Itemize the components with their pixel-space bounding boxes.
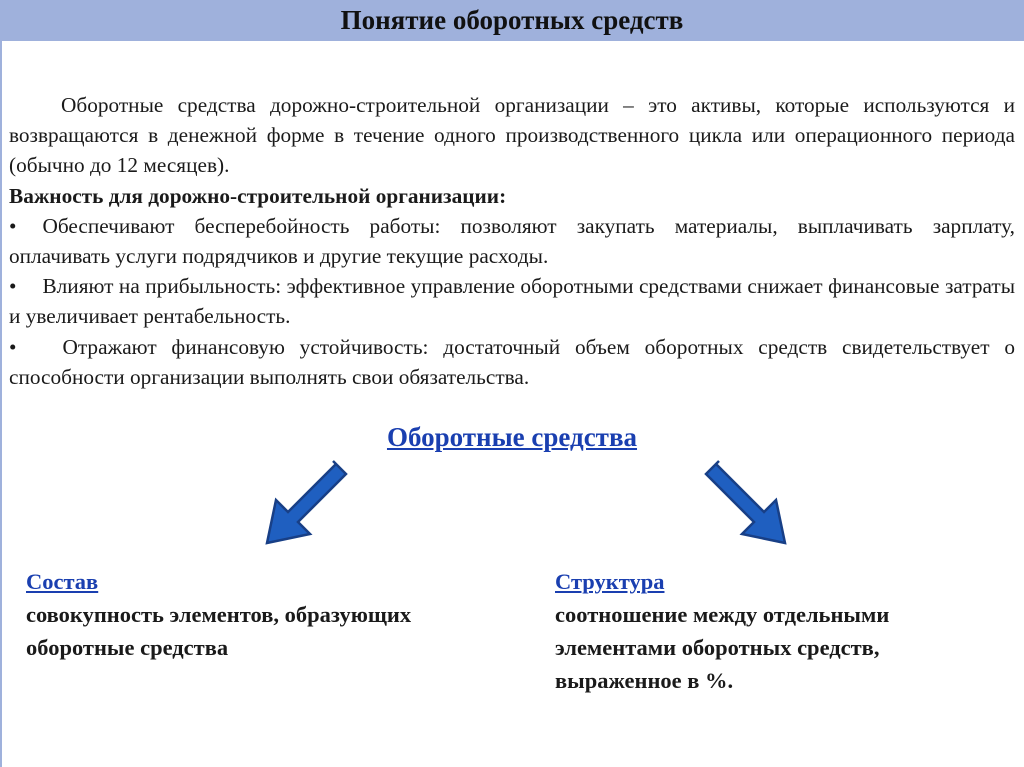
- diagram-center-label: [0, 422, 1024, 453]
- bullet-text-2: Влияют на прибыльность: эффективное управление оборотными средствами снижает финансовые затраты и увеличивает рентабельность.: [9, 274, 1015, 329]
- diagram-center-label-text: Оборотные средства: [386, 422, 638, 452]
- composition-block: [26, 565, 486, 664]
- bullet-marker: •: [9, 334, 17, 359]
- structure-block: [555, 565, 985, 697]
- bullet-text-3: Отражают финансовую устойчивость: достаточный объем оборотных средств свидетельствует о способности организации выполнять свои обязательства.: [9, 334, 1015, 389]
- bullet-text-1: Обеспечивают бесперебойность работы: позволяют закупать материалы, выплачивать зарплату, оплачивать услуги подрядчиков и другие текущие расходы.: [9, 213, 1015, 269]
- bullet-item-1: [9, 211, 1015, 271]
- composition-description: совокупность элементов, образующих оборотные средства: [26, 602, 412, 660]
- bullet-marker: •: [9, 274, 17, 299]
- structure-description: соотношение между отдельными элементами оборотных средств, выраженное в %.: [555, 602, 890, 693]
- composition-term: Состав: [26, 569, 99, 594]
- slide-title-bar: [0, 0, 1024, 41]
- arrow-down-right-shape: [706, 461, 785, 543]
- definition-paragraph: Оборотные средства дорожно-строительной организации – это активы, которые используются и возвращаются в денежной форме в течение одного производственного цикла или операционного периода (обычно до 12 месяцев).: [9, 93, 1015, 178]
- bullet-marker: •: [9, 213, 17, 238]
- arrow-down-right-icon: [700, 458, 790, 548]
- bullet-item-2: [9, 271, 1015, 331]
- arrow-down-left-shape: [267, 461, 346, 543]
- arrow-down-left-icon: [262, 458, 352, 548]
- slide-title: Понятие оборотных средств: [340, 5, 684, 35]
- structure-term: Структура: [555, 569, 665, 594]
- bullet-item-3: [9, 332, 1015, 392]
- body-text: [9, 90, 1015, 392]
- importance-heading: Важность для дорожно-строительной организации:: [9, 183, 507, 208]
- slide-left-border: [0, 41, 2, 767]
